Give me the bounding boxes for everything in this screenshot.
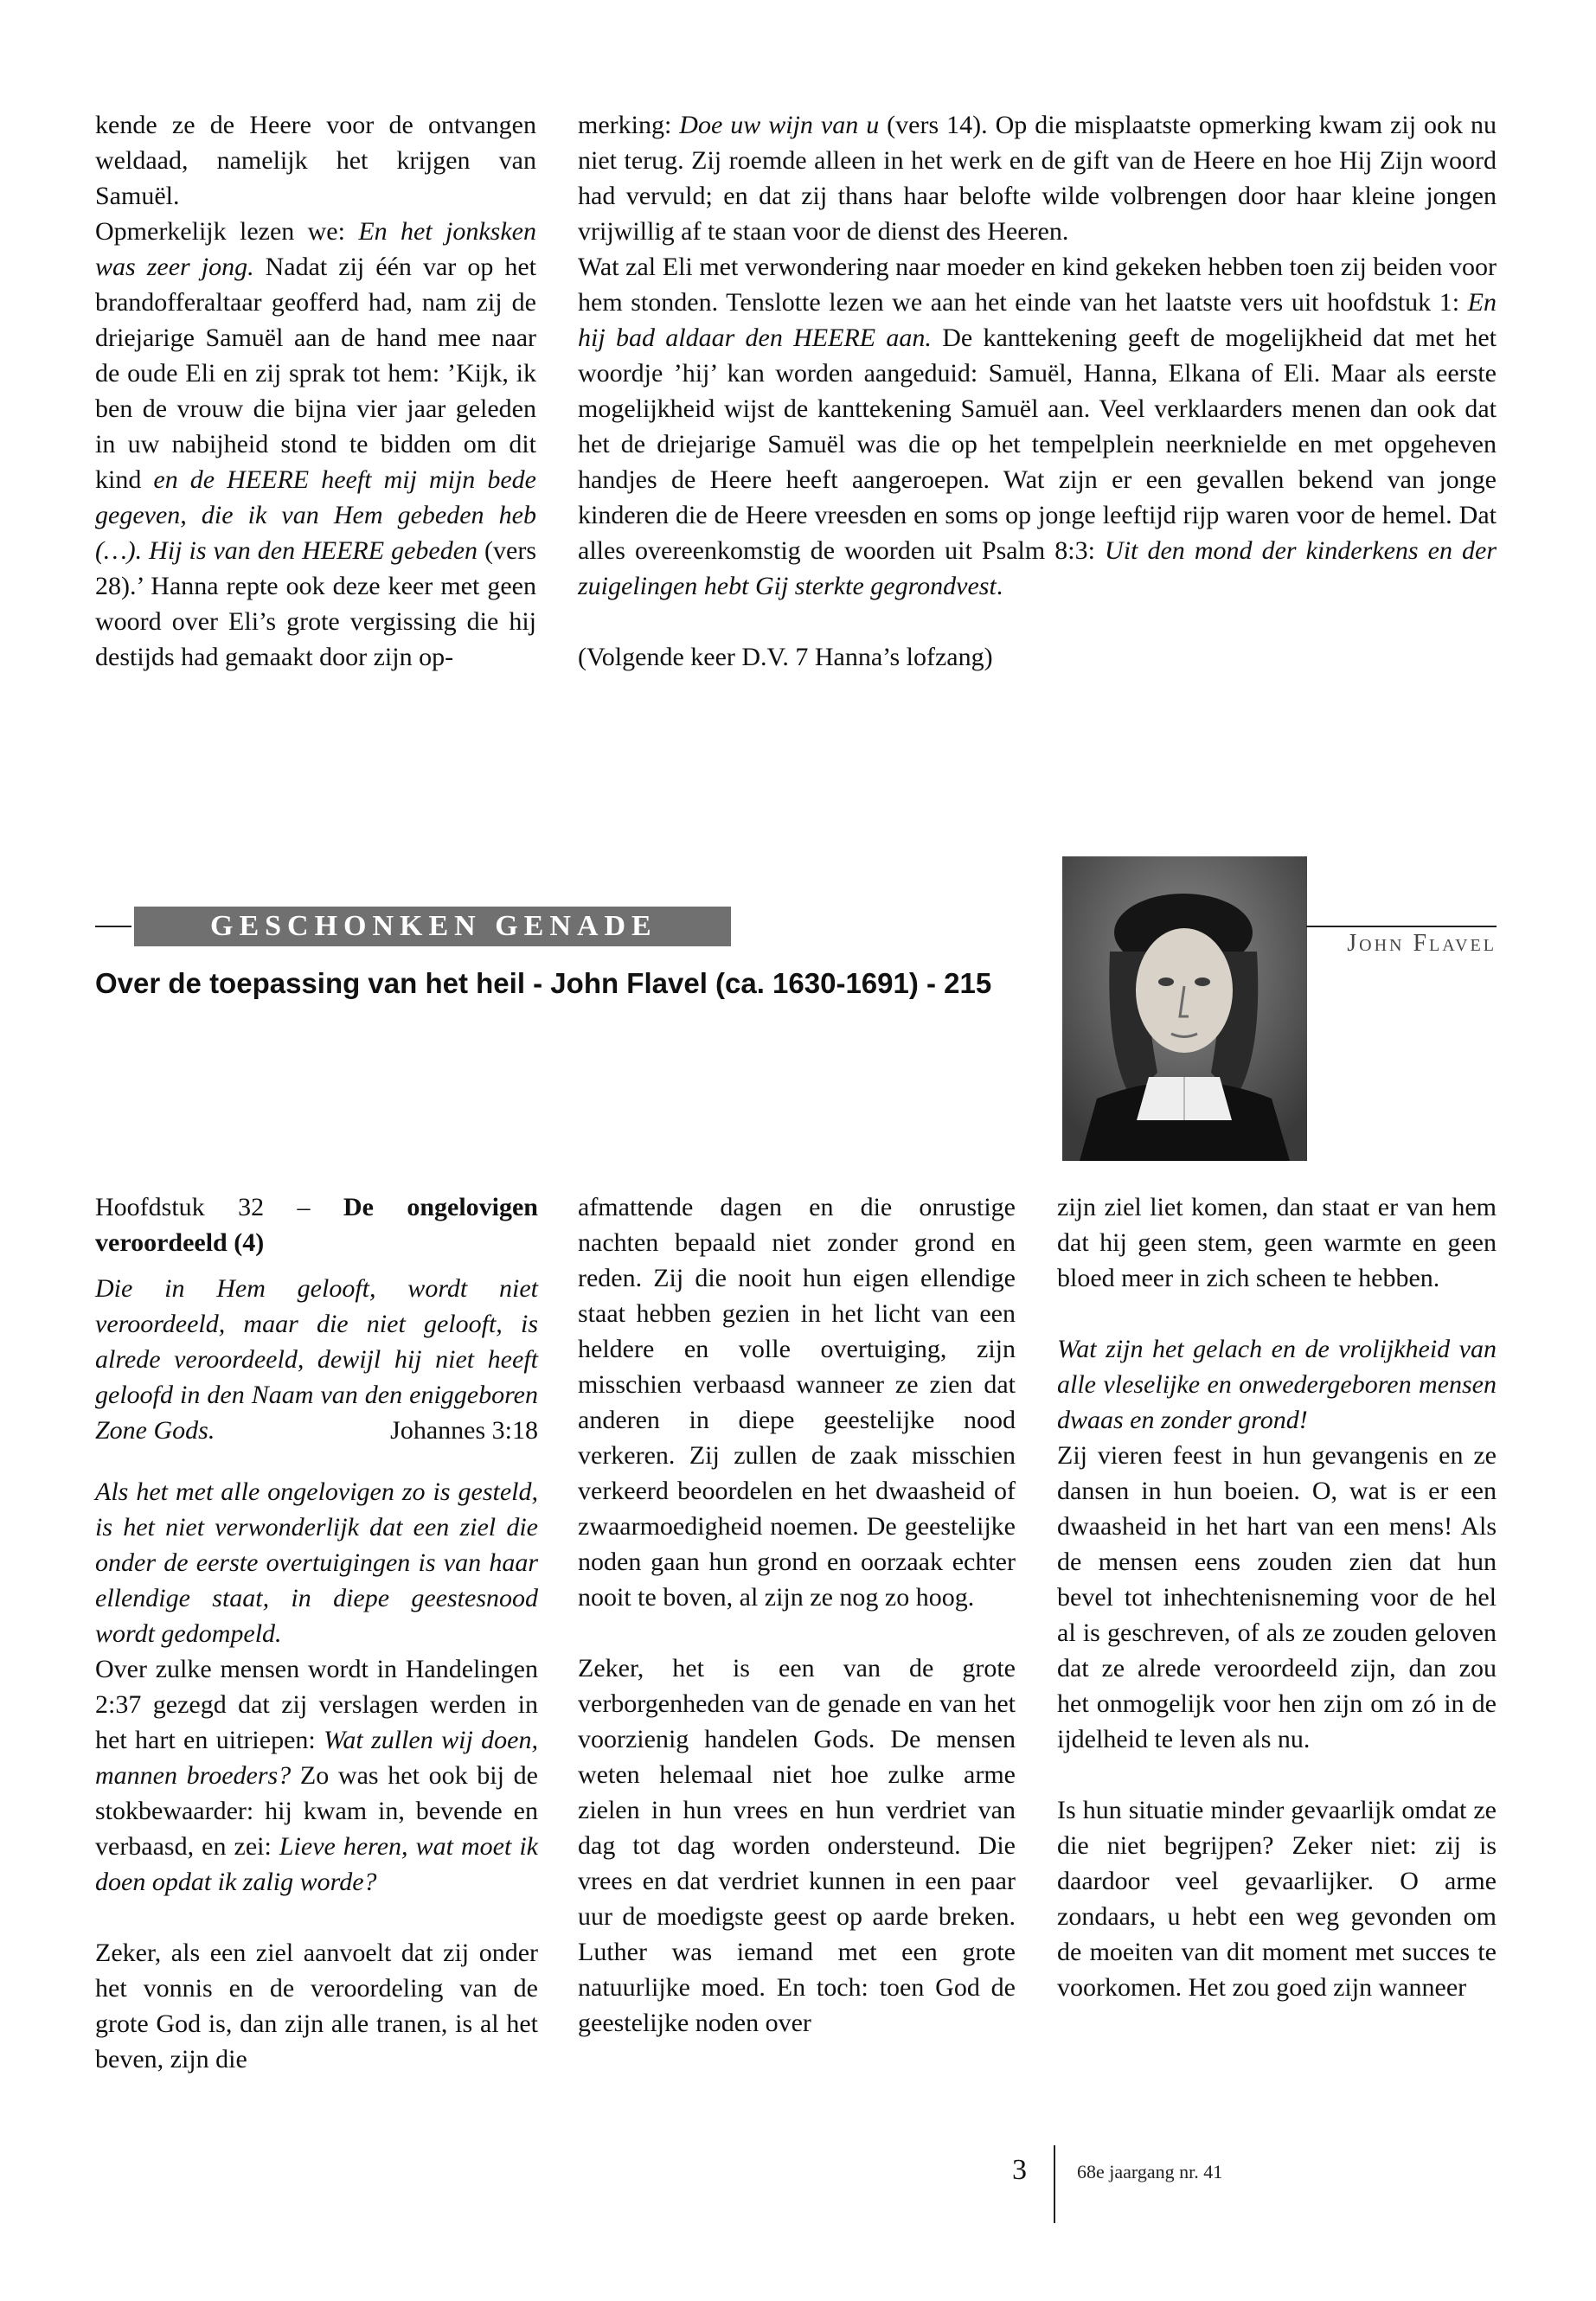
paragraph: Zeker, als een ziel aanvoelt dat zij onder het vonnis en de veroordeling van de grote God is, dan zijn alle tranen, is al het beven, zijn die [95, 1939, 538, 2073]
paragraph: Is hun situatie minder gevaarlijk omdat ze die niet begrijpen? Zeker niet: zij is daardoor veel gevaarlijker. O arme zondaars, u hebt een weg gevonden om de moeiten van dit moment met succes te voorkomen. Het zou goed zijn wanneer [1057, 1796, 1497, 2002]
top-right-column [578, 107, 1497, 675]
paragraph: merking: Doe uw wijn van u (vers 14). Op die misplaatste opmerking kwam zij ook nu niet terug. Zij roemde alleen in het werk en de gift van de Heere en hoe Hij Zijn woord had vervuld; en dat zij thans haar belofte wilde volbrengen door haar kleine jongen vrijwillig af te staan voor de dienst des Heeren. [578, 111, 1497, 246]
author-portrait [1062, 856, 1307, 1161]
section-banner: GESCHONKEN GENADE [134, 907, 731, 946]
italic-paragraph: Wat zijn het gelach en de vrolijkheid van alle vleselijke en onwedergeboren mensen dwaas en zonder grond! [1057, 1335, 1497, 1434]
footer-divider [1054, 2145, 1055, 2223]
header-rule-right [1306, 926, 1497, 927]
paragraph: Over zulke mensen wordt in Handelingen 2:37 gezegd dat zij verslagen werden in het hart en uitriepen: Wat zullen wij doen, mannen broeders? Zo was het ook bij de stokbewaarder: hij kwam in, bevende en verbaasd, en zei: Lieve heren, wat moet ik doen opdat ik zalig worde? [95, 1655, 538, 1896]
bottom-column-2 [578, 1189, 1016, 2041]
series-title: Over de toepassing van het heil - John Flavel (ca. 1630-1691) - 215 [95, 967, 992, 999]
header-rule-left [95, 926, 131, 927]
bottom-column-3 [1057, 1189, 1497, 2005]
top-left-column [95, 107, 536, 675]
paragraph: Zij vieren feest in hun gevangenis en ze dansen in hun boeien. O, wat is er een dwaasheid in het hart van een mens! Als de mensen eens zouden zien dat hun bevel tot inhechtenisneming voor de hel al is geschreven, of als ze zouden geloven dat ze alrede veroordeeld zijn, dan zou het onmogelijk voor hen zijn om zó in de ijdelheid te leven als nu. [1057, 1441, 1497, 1753]
chapter-heading: Hoofdstuk 32 – De ongelovigen veroordeeld (4) [95, 1193, 538, 1257]
issue-label: 68e jaargang nr. 41 [1077, 2161, 1223, 2182]
paragraph: Wat zal Eli met verwondering naar moeder en kind gekeken hebben toen zij beiden voor hem stonden. Tenslotte lezen we aan het einde van het laatste vers uit hoofdstuk 1: En hij bad aldaar den HEERE aan. De kanttekening geeft de mogelijkheid dat met het woordje ’hij’ kan worden aangeduid: Samuël, Hanna, Elkana of Eli. Maar als eerste mogelijkheid wijst de kanttekening Samuël aan. Veel verklaarders menen dan ook dat het de driejarige Samuël was die op het tempelplein neerknielde en met opgeheven handjes de Heere heeft aangeroepen. Wat zijn er een gevallen bekend van jonge kinderen die de Heere vreesden en soms op jonge leeftijd rijp waren voor de hemel. Dat alles overeenkomstig de woorden uit Psalm 8:3: Uit den mond der kinderkens en der zuigelingen hebt Gij sterkte gegrondvest. [578, 253, 1497, 600]
intro-paragraph: Als het met alle ongelovigen zo is gesteld, is het niet verwonderlijk dat een ziel die onder de eerste overtuigingen is van haar ellendige staat, in diepe geestesnood wordt gedompeld. [95, 1477, 538, 1648]
scripture-reference: Johannes 3:18 [390, 1416, 538, 1445]
scripture-quote: Die in Hem gelooft, wordt niet veroordeeld, maar die niet gelooft, is alrede veroordeeld, dewijl hij niet heeft geloofd in den Naam van den eniggeboren Zone Gods. [95, 1274, 538, 1445]
portrait-illustration [1062, 856, 1307, 1161]
paragraph: Opmerkelijk lezen we: En het jonksken was zeer jong. Nadat zij één var op het brandofferaltaar geofferd had, nam zij de driejarige Samuël aan de hand mee naar de oude Eli en zij sprak tot hem: ’Kijk, ik ben de vrouw die bijna vier jaar geleden in uw nabijheid stond te bidden om dit kind en de HEERE heeft mij mijn bede gegeven, die ik van Hem gebeden heb (…). Hij is van den HEERE gebeden (vers 28).’ Hanna repte ook deze keer met geen woord over Eli’s grote vergissing die hij destijds had gemaakt door zijn op- [95, 217, 537, 671]
page-number: 3 [1012, 2154, 1027, 2186]
paragraph: Zeker, het is een van de grote verborgenheden van de genade en van het voorzienig handelen Gods. De mensen weten helemaal niet hoe zulke arme zielen in hun vrees en hun verdriet van dag tot dag worden ondersteund. Die vrees en dat verdriet kunnen in een paar uur de moedigste geest op aarde breken. Luther was iemand met een grote natuurlijke moed. En toch: toen God de geestelijke noden over [578, 1654, 1016, 2037]
paragraph: kende ze de Heere voor de ontvangen weldaad, namelijk het krijgen van Samuël. [95, 111, 536, 210]
paragraph: afmattende dagen en die onrustige nachten bepaald niet zonder grond en reden. Zij die nooit hun eigen ellendige staat hebben gezien in het licht van een heldere en volle overtuiging, zijn misschien verbaasd wanneer ze zien dat anderen in diepe geestelijke nood verkeren. Zij zullen de zaak misschien verkeerd beoordelen en het dwaasheid of zwaarmoedigheid noemen. De geestelijke noden gaan hun grond en oorzaak echter nooit te boven, al zijn ze nog zo hoog. [578, 1193, 1016, 1612]
author-label: John Flavel [1347, 930, 1497, 957]
bottom-column-1 [95, 1189, 538, 2077]
next-time-note: (Volgende keer D.V. 7 Hanna’s lofzang) [578, 643, 993, 671]
paragraph: zijn ziel liet komen, dan staat er van hem dat hij geen stem, geen warmte en geen bloed meer in zich scheen te hebben. [1057, 1193, 1497, 1292]
